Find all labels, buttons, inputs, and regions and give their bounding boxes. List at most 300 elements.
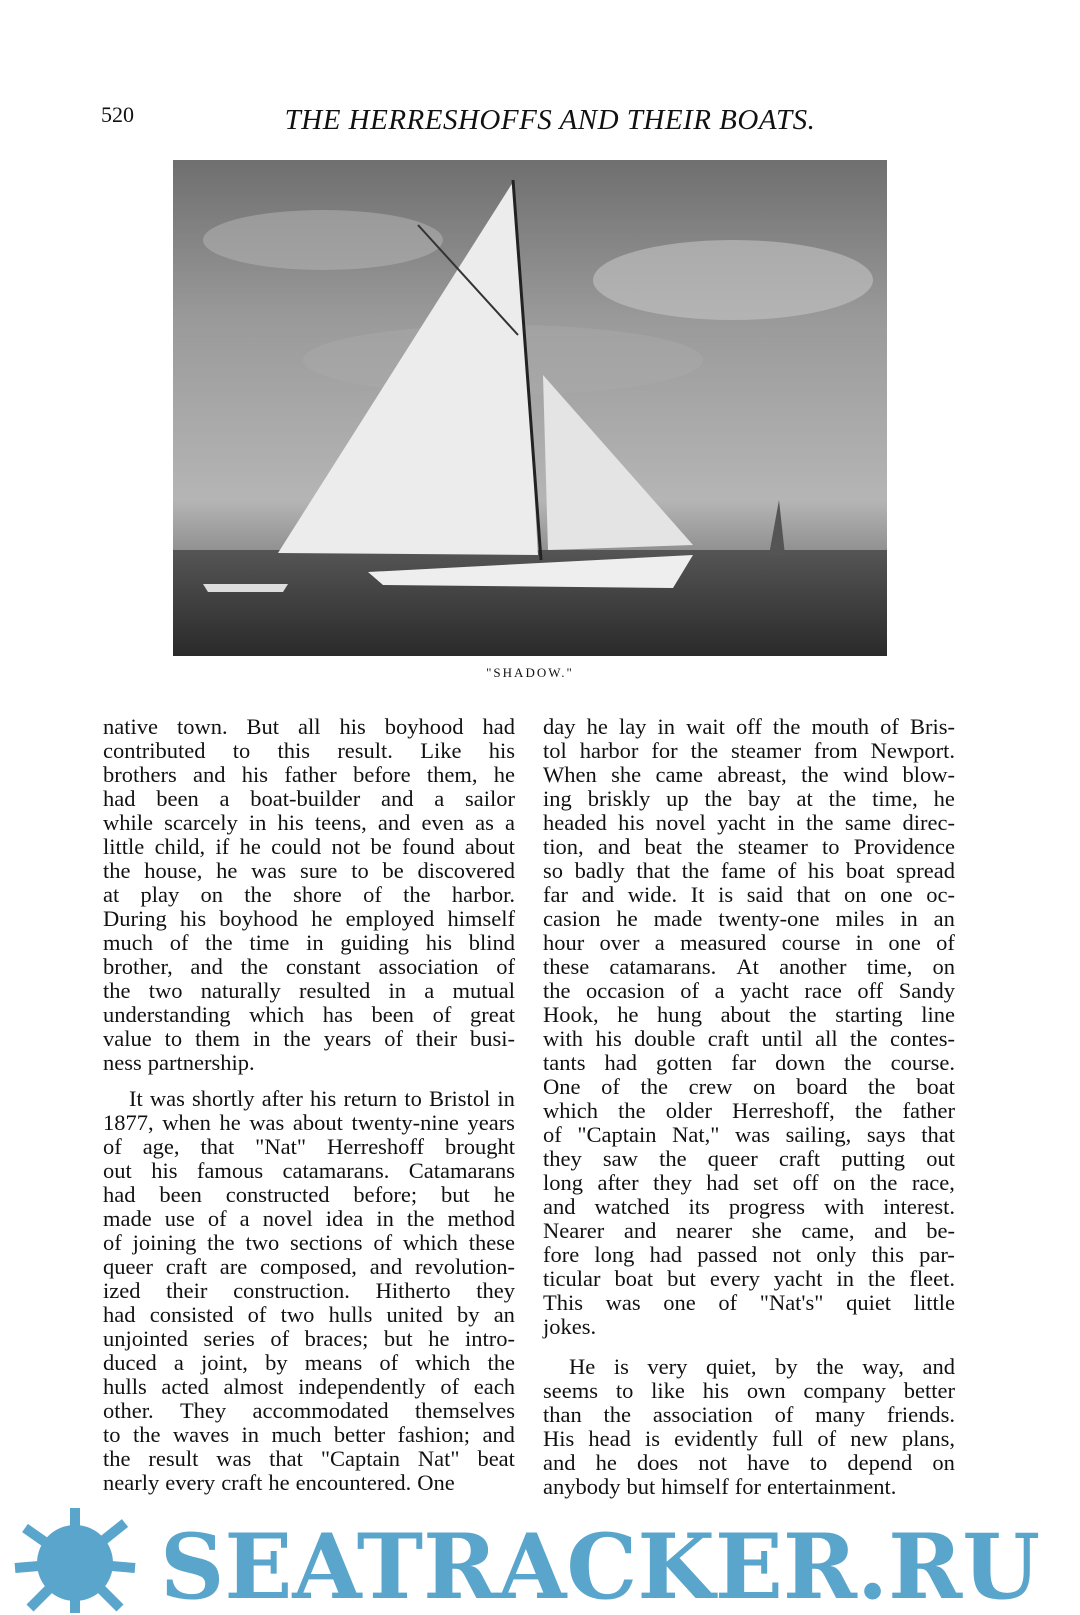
word: one — [663, 1290, 696, 1315]
text-line-content — [543, 1451, 955, 1475]
word: his — [277, 810, 304, 835]
word: of — [384, 1026, 403, 1051]
word: at — [796, 786, 813, 811]
word: them — [195, 1026, 241, 1051]
word: gotten — [655, 1050, 713, 1075]
word: all — [298, 714, 321, 739]
word: the — [801, 762, 829, 787]
word: "Captain — [577, 1122, 657, 1147]
word: unjointed — [103, 1326, 188, 1351]
word: in — [252, 1026, 271, 1051]
text-line — [103, 1087, 515, 1111]
word: At — [736, 954, 759, 979]
word: Catamarans — [408, 1158, 515, 1183]
word: employed — [345, 906, 435, 931]
word: of — [169, 930, 189, 955]
word: revolution- — [415, 1254, 515, 1279]
word: had — [103, 786, 136, 811]
word: of — [543, 1122, 562, 1147]
word: course. — [890, 1050, 955, 1075]
word: fore — [543, 1242, 580, 1267]
word: every — [709, 1266, 760, 1291]
word: little — [103, 834, 145, 859]
word: in — [248, 810, 267, 835]
word: these — [468, 1230, 515, 1255]
word: until — [761, 1026, 803, 1051]
word: constructed — [225, 1182, 330, 1207]
text-line-content — [543, 1315, 955, 1339]
text-line-content — [103, 907, 515, 931]
word: on — [932, 954, 955, 979]
text-line-content — [543, 1075, 955, 1099]
word: if — [215, 834, 230, 859]
word: measured — [680, 930, 767, 955]
word: that — [200, 1134, 235, 1159]
word: the — [244, 882, 272, 907]
text-line-content — [543, 1427, 955, 1451]
text-line — [543, 979, 955, 1003]
word: years — [323, 1026, 372, 1051]
word: two — [280, 1302, 315, 1327]
word: watched — [594, 1194, 670, 1219]
text-line-content — [543, 955, 955, 979]
word: and — [543, 1194, 576, 1219]
word: to — [232, 738, 251, 763]
word: been — [159, 1182, 202, 1207]
word: to — [351, 858, 369, 883]
word: in — [855, 930, 874, 955]
word: direc- — [902, 810, 955, 835]
text-line — [103, 1375, 515, 1399]
word: they — [543, 1146, 582, 1171]
word: same — [844, 810, 892, 835]
word: miles — [835, 906, 885, 931]
word: says — [866, 1122, 906, 1147]
text-line — [103, 907, 515, 931]
word: the — [205, 930, 233, 955]
word: partnership. — [147, 1050, 255, 1075]
text-line-content — [103, 1003, 515, 1027]
text-line — [103, 1447, 515, 1471]
text-line-content — [543, 1243, 955, 1267]
word: association — [378, 954, 479, 979]
word: in — [836, 1266, 854, 1291]
word: better — [903, 1378, 955, 1403]
text-line — [103, 1423, 515, 1447]
word: about — [720, 1002, 771, 1027]
text-line-content — [103, 1327, 515, 1351]
word: blind — [468, 930, 515, 955]
word: fashion; — [397, 1422, 471, 1447]
word: off — [857, 978, 884, 1003]
word: is — [613, 1354, 629, 1379]
word: During — [103, 906, 167, 931]
left-text-column — [103, 715, 515, 1507]
text-line — [543, 1123, 955, 1147]
text-line — [103, 931, 515, 955]
word: he — [216, 858, 238, 883]
text-line — [103, 1111, 515, 1135]
word: and — [193, 762, 226, 787]
word: "Nat's" — [759, 1290, 824, 1315]
word: she — [751, 1218, 782, 1243]
word: anybody — [543, 1474, 621, 1499]
text-line — [543, 1075, 955, 1099]
word: his — [488, 738, 515, 763]
word: on — [200, 882, 224, 907]
word: he — [617, 1002, 639, 1027]
word: about — [464, 834, 515, 859]
word: encountered. — [295, 1470, 412, 1495]
word: had — [482, 714, 515, 739]
word: in — [777, 810, 795, 835]
word: boat — [845, 858, 885, 883]
text-line — [103, 715, 515, 739]
word: a — [504, 810, 515, 835]
word: long — [594, 1242, 635, 1267]
word: was — [149, 1086, 185, 1111]
word: their — [166, 1278, 208, 1303]
word: steamer — [737, 834, 808, 859]
word: joining — [132, 1230, 197, 1255]
word: value — [103, 1026, 152, 1051]
word: One — [543, 1074, 581, 1099]
text-line — [103, 835, 515, 859]
word: was — [249, 1110, 285, 1135]
word: very — [647, 1354, 688, 1379]
word: but — [626, 1474, 656, 1499]
word: with — [824, 1194, 865, 1219]
word: twenty-one — [718, 906, 820, 931]
word: steamer — [731, 738, 801, 763]
word: braces; — [304, 1326, 369, 1351]
text-line-content — [543, 883, 955, 907]
word: tants — [543, 1050, 586, 1075]
word: waves — [172, 1422, 230, 1447]
word: before — [353, 762, 411, 787]
word: casion — [543, 906, 601, 931]
word: beat — [477, 1446, 515, 1471]
text-line-content — [103, 979, 515, 1003]
word: not — [772, 1242, 802, 1267]
word: jokes. — [543, 1314, 597, 1339]
word: depend — [847, 1450, 913, 1475]
word: board — [796, 1074, 848, 1099]
word: Bristol — [428, 1086, 491, 1111]
text-line — [103, 955, 515, 979]
text-line-content — [103, 1447, 515, 1471]
word: came, — [801, 1218, 855, 1243]
paragraph — [543, 1355, 955, 1499]
text-line-content — [543, 859, 955, 883]
word: a — [219, 786, 230, 811]
word: resulted — [298, 978, 371, 1003]
word: wide. — [627, 882, 678, 907]
text-line-content — [543, 1051, 955, 1075]
word: acted — [161, 1374, 209, 1399]
word: great — [470, 1002, 515, 1027]
word: that — [636, 858, 671, 883]
word: to — [809, 1450, 828, 1475]
text-line-content — [543, 979, 955, 1003]
word: When — [543, 762, 597, 787]
word: its — [688, 1194, 710, 1219]
word: far — [543, 882, 568, 907]
word: of — [496, 954, 515, 979]
word: naturally — [200, 978, 281, 1003]
word: his — [618, 810, 645, 835]
text-line — [543, 1403, 955, 1427]
word: occasion — [586, 978, 665, 1003]
word: on — [932, 1450, 955, 1475]
text-line-content — [543, 715, 955, 739]
word: by — [456, 1302, 480, 1327]
word: even — [421, 810, 464, 835]
word: accommodated — [252, 1398, 389, 1423]
word: of — [936, 930, 955, 955]
text-line-content — [543, 907, 955, 931]
word: But — [246, 714, 280, 739]
word: nearer — [675, 1218, 733, 1243]
word: novel — [655, 810, 706, 835]
word: craft — [165, 1254, 207, 1279]
word: in — [376, 1206, 394, 1231]
word: own — [746, 1378, 786, 1403]
word: in — [657, 714, 676, 739]
text-line-content — [103, 1207, 515, 1231]
word: way, — [862, 1354, 904, 1379]
word: brothers — [103, 762, 177, 787]
word: of — [270, 1326, 290, 1351]
word: and — [369, 1254, 403, 1279]
word: said — [746, 882, 783, 907]
text-line — [103, 763, 515, 787]
word: progress — [728, 1194, 806, 1219]
word: Nat" — [417, 1446, 460, 1471]
text-line — [543, 739, 955, 763]
word: one — [888, 930, 921, 955]
text-line-content — [103, 1027, 515, 1051]
word: famous — [196, 1158, 264, 1183]
text-line-content — [103, 763, 515, 787]
word: in — [306, 930, 324, 955]
text-line-content — [103, 1375, 515, 1399]
word: that — [921, 1122, 955, 1147]
word: his — [807, 858, 835, 883]
word: which — [249, 1002, 305, 1027]
word: headed — [543, 810, 607, 835]
word: mutual — [452, 978, 515, 1003]
word: the — [828, 786, 857, 811]
word: the — [806, 810, 834, 835]
word: of — [247, 1302, 267, 1327]
word: Nearer — [543, 1218, 605, 1243]
paragraph — [543, 715, 955, 1339]
word: he — [493, 762, 515, 787]
word: 1877, — [103, 1110, 154, 1135]
word: not — [698, 1450, 728, 1475]
word: was — [251, 858, 287, 883]
word: bay — [748, 786, 781, 811]
text-line — [543, 1027, 955, 1051]
figure-caption: "SHADOW." — [486, 665, 574, 680]
word: of — [440, 1374, 460, 1399]
word: are — [219, 1254, 248, 1279]
word: she — [611, 762, 642, 787]
word: father — [284, 762, 337, 787]
word: saw — [602, 1146, 638, 1171]
text-line — [543, 1315, 955, 1339]
word: with — [543, 1026, 584, 1051]
word: race — [804, 978, 842, 1003]
word: sailor — [464, 786, 515, 811]
word: almost — [223, 1374, 284, 1399]
word: of — [207, 1206, 227, 1231]
word: as — [475, 810, 494, 835]
word: father — [902, 1098, 955, 1123]
word: boat — [916, 1074, 955, 1099]
word: It — [690, 882, 705, 907]
text-line-content — [103, 1303, 515, 1327]
word: years — [467, 1110, 515, 1135]
word: course — [781, 930, 841, 955]
word: the — [618, 1098, 646, 1123]
text-line — [103, 1471, 515, 1495]
word: the — [283, 1026, 311, 1051]
word: the — [690, 738, 719, 763]
word: his — [241, 762, 269, 787]
word: One — [417, 1470, 455, 1495]
text-line — [543, 1099, 955, 1123]
word: his — [702, 1378, 730, 1403]
word: and — [190, 954, 223, 979]
text-line-content — [103, 859, 515, 883]
word: one — [880, 882, 913, 907]
text-line-content — [543, 1403, 955, 1427]
word: sure — [299, 858, 338, 883]
word: sailing, — [785, 1122, 852, 1147]
word: child, — [154, 834, 206, 859]
word: the — [603, 1402, 632, 1427]
word: company — [803, 1378, 886, 1403]
word: lay — [618, 714, 647, 739]
word: crew — [688, 1074, 733, 1099]
word: time, — [866, 954, 913, 979]
word: better — [333, 1422, 386, 1447]
text-line — [103, 1303, 515, 1327]
word: of — [718, 1290, 738, 1315]
text-line — [103, 1399, 515, 1423]
text-line — [543, 955, 955, 979]
word: tol — [543, 738, 567, 763]
word: the — [850, 1026, 878, 1051]
word: and — [377, 810, 411, 835]
text-line — [103, 787, 515, 811]
word: the — [772, 714, 801, 739]
word: quiet — [846, 1290, 892, 1315]
word: to — [103, 1422, 121, 1447]
text-line — [543, 787, 955, 811]
text-line — [103, 1051, 515, 1075]
word: been — [371, 1002, 414, 1027]
seatracker-watermark-logo — [0, 1503, 1080, 1615]
word: is — [645, 1426, 661, 1451]
word: when — [162, 1110, 211, 1135]
text-line-content — [543, 763, 955, 787]
text-line-content — [103, 1159, 515, 1183]
word: shore — [293, 882, 342, 907]
text-line — [103, 739, 515, 763]
word: scarcely — [164, 810, 238, 835]
word: he — [268, 1470, 290, 1495]
word: tion, — [543, 834, 584, 859]
word: ticular — [543, 1266, 601, 1291]
word: intro- — [465, 1326, 515, 1351]
word: race, — [911, 1170, 955, 1195]
word: constant — [285, 954, 361, 979]
word: of — [774, 1402, 794, 1427]
word: boyhood — [219, 906, 299, 931]
word: the — [867, 1266, 896, 1291]
word: catamarans. — [609, 954, 717, 979]
word: has — [322, 1002, 353, 1027]
word: over — [599, 930, 640, 955]
word: the — [640, 1074, 669, 1099]
word: harbor. — [451, 882, 515, 907]
text-line-content — [543, 931, 955, 955]
word: of — [601, 1074, 620, 1099]
word: but — [667, 1266, 696, 1291]
word: return — [343, 1086, 398, 1111]
word: his — [151, 1158, 178, 1183]
page-number: 520 — [101, 102, 134, 127]
text-line-content — [103, 715, 515, 739]
word: older — [665, 1098, 712, 1123]
word: he — [933, 786, 955, 811]
text-line-content — [103, 1183, 515, 1207]
word: and — [482, 1422, 515, 1447]
text-line-content — [103, 1135, 515, 1159]
word: but — [441, 1182, 470, 1207]
word: double — [634, 1026, 696, 1051]
word: contes- — [889, 1026, 955, 1051]
word: independently — [298, 1374, 426, 1399]
word: out — [103, 1158, 132, 1183]
word: for — [734, 1474, 762, 1499]
word: a — [424, 978, 435, 1003]
text-line-content — [103, 811, 515, 835]
word: Herreshoff, — [732, 1098, 835, 1123]
text-line — [103, 859, 515, 883]
running-title: THE HERRESHOFFS AND THEIR BOATS. — [284, 104, 816, 136]
text-line — [543, 907, 955, 931]
word: a — [173, 1350, 184, 1375]
text-line-content — [543, 1123, 955, 1147]
word: in — [388, 978, 406, 1003]
word: evidently — [674, 1426, 758, 1451]
word: and — [597, 834, 631, 859]
word: the — [789, 1002, 817, 1027]
word: result — [148, 1446, 199, 1471]
word: "Captain — [320, 1446, 400, 1471]
word: an — [493, 1302, 515, 1327]
word: method — [447, 1206, 515, 1231]
word: not — [331, 834, 361, 859]
word: much — [103, 930, 153, 955]
word: hung — [657, 1002, 702, 1027]
word: means — [304, 1350, 363, 1375]
word: another — [779, 954, 847, 979]
